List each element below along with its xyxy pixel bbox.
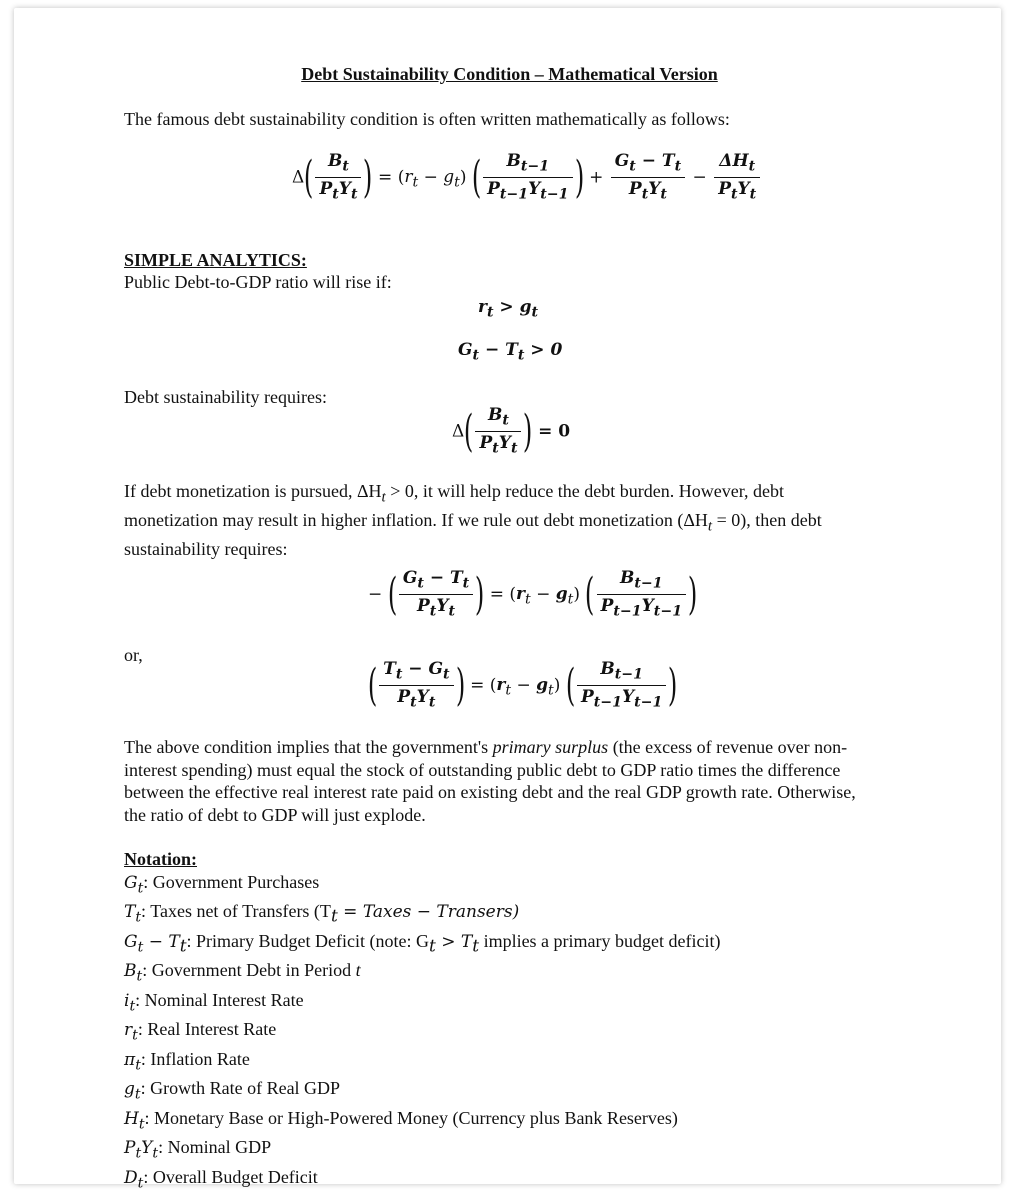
notation-item: $i_t$: Nominal Interest Rate	[124, 989, 304, 1015]
surplus-equation-2: ( $\frac{T_t - G_t}{P_tY_t}$ ) = $(r_t - g_t)$ ( $\frac{B_{t-1}}{P_{t-1}Y_{t-1}}$ )	[367, 659, 678, 711]
section-heading: SIMPLE ANALYTICS:	[124, 250, 307, 270]
condition-r-gt-g: $r_t > g_t$	[478, 297, 539, 321]
notation-item: $g_t$: Growth Rate of Real GDP	[124, 1078, 341, 1103]
notation-item: $G_t - T_t$: Primary Budget Deficit (note: $G_t > T_t$ implies a primary budget deficit)	[124, 930, 721, 957]
rise-text: Public Debt-to-GDP ratio will rise if:	[124, 272, 392, 292]
condition-deficit: $G_t - T_t > 0$	[458, 340, 563, 364]
notation-heading: Notation:	[124, 849, 197, 869]
notation-item: $P_tY_t$: Nominal GDP	[124, 1137, 272, 1162]
page-title: Debt Sustainability Condition – Mathematical Version	[301, 64, 718, 84]
notation-list	[124, 871, 721, 1195]
notation-item: $G_t$: Government Purchases	[124, 872, 320, 897]
intro-text: The famous debt sustainability condition is often written mathematically as follows:	[124, 109, 730, 129]
notation-item: $r_t$: Real Interest Rate	[124, 1019, 277, 1044]
notation-item: $T_t$: Taxes net of Transfers ($T_t$ = Taxes − Transers)	[124, 901, 520, 928]
monetization-paragraph: If debt monetization is pursued, $\Delta H_t > 0$, it will help reduce the debt burden. However, debt monetization may result in higher inflation. If we rule out debt monetization $(\Delta H_t = 0)$, then debt sustainability requires:	[124, 481, 822, 560]
sustainability-equation: Δ( $\frac{B_t}{P_tY_t}$ ) = 0	[452, 405, 571, 457]
notation-item: $B_t$: Government Debt in Period t	[124, 960, 361, 985]
implication-paragraph: The above condition implies that the government's primary surplus (the excess of revenue over non-interest spending) must equal the stock of outstanding public debt to GDP ratio times the difference between the effective real interest rate paid on existing debt and the real GDP growth rate. Otherwise, the ratio of debt to GDP will just explode.	[124, 737, 856, 825]
notation-item: $H_t$: Monetary Base or High-Powered Money (Currency plus Bank Reserves)	[124, 1107, 678, 1133]
notation-item: $D_t$: Overall Budget Deficit	[124, 1166, 318, 1192]
surplus-equation-1: − ( $\frac{G_t - T_t}{P_tY_t}$ ) = $(r_t - g_t)$ ( $\frac{B_{t-1}}{P_{t-1}Y_{t-1}}$ )	[368, 568, 698, 620]
requires-text: Debt sustainability requires:	[124, 387, 327, 407]
notation-item: $\pi_t$: Inflation Rate	[124, 1048, 250, 1074]
main-equation: Δ( $\frac{B_t}{P_tY_t}$ ) = $(r_t - g_t)$ ( $\frac{B_{t-1}}{P_{t-1}Y_{t-1}}$ ) + $\frac{G_t - T_t}{P_tY_t}$ − $\frac{\Delta H_t}{P_tY_t}$	[292, 150, 762, 206]
or-text: or,	[124, 645, 143, 665]
